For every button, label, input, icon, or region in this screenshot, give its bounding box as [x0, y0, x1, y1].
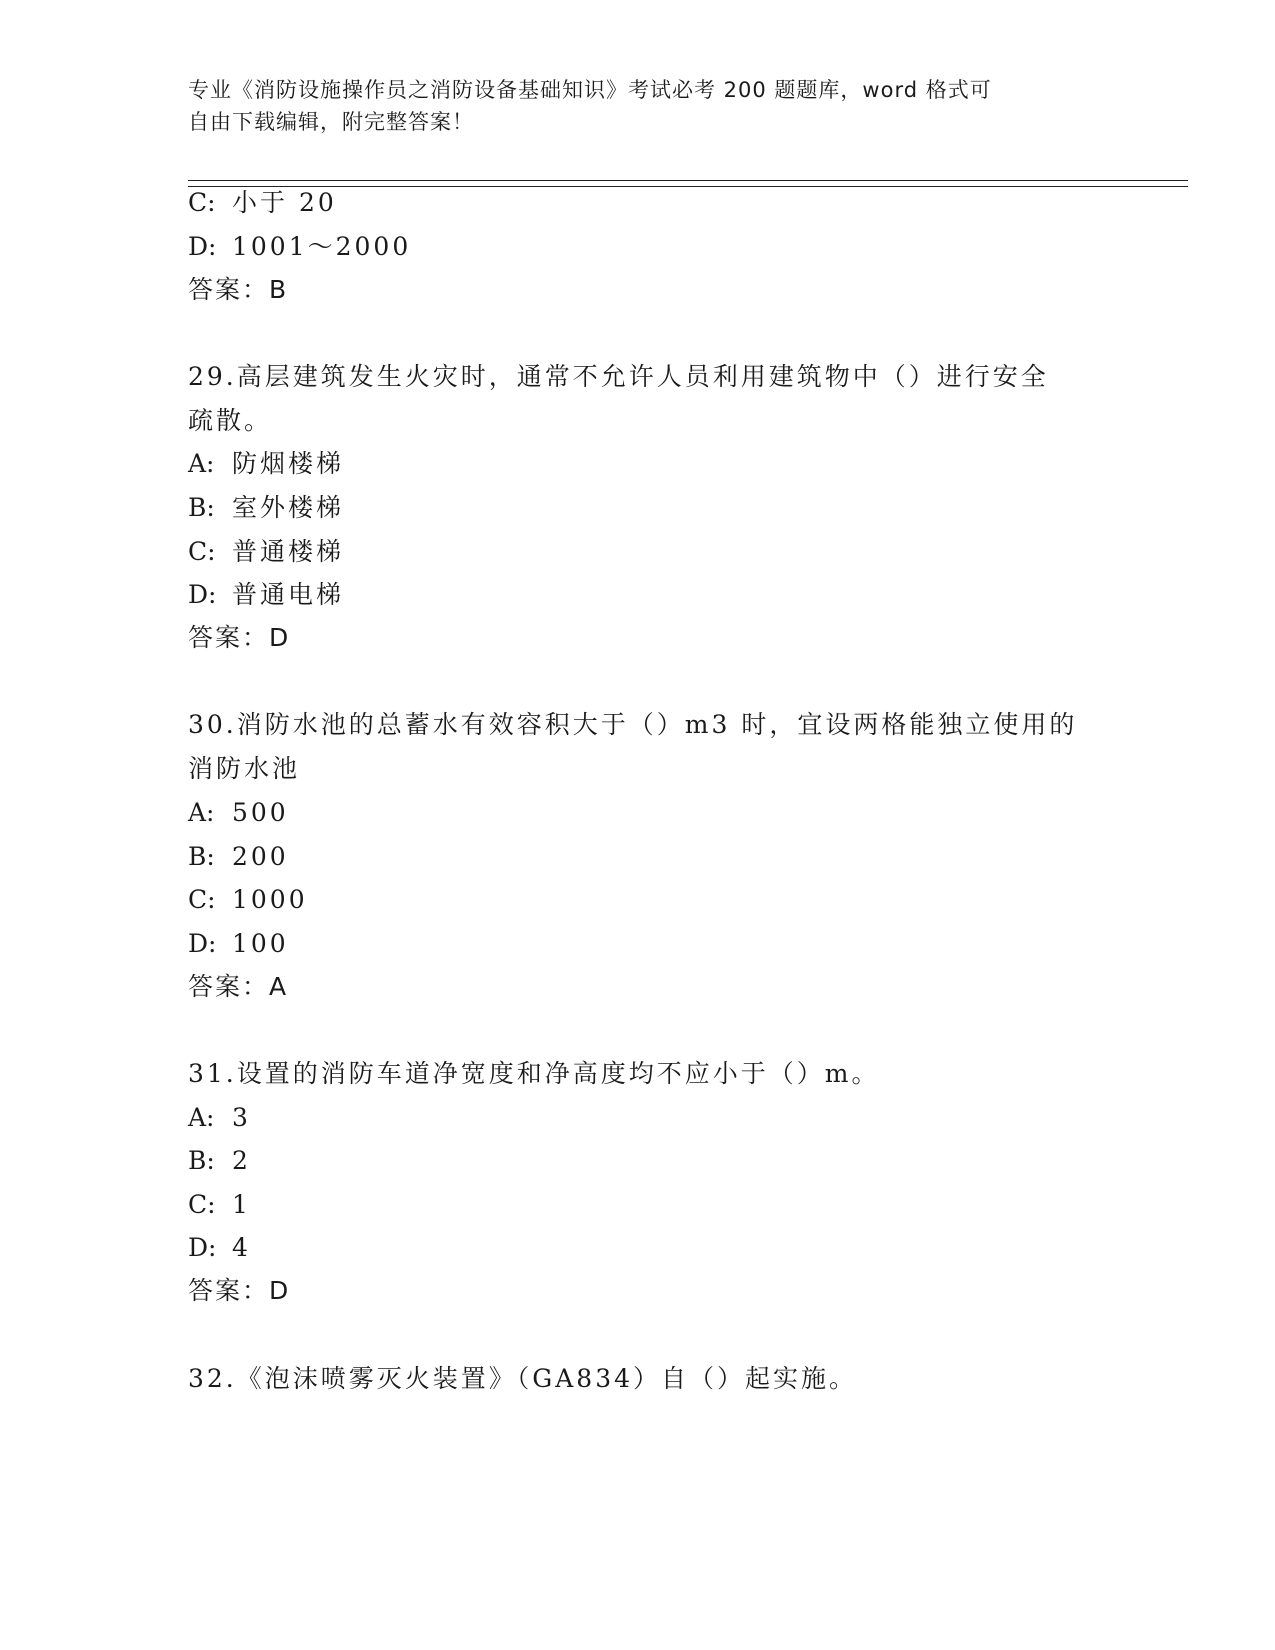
- option-a: A: 3: [188, 1103, 251, 1132]
- header-title-line-1: 专业《消防设施操作员之消防设备基础知识》考试必考 200 题题库，word 格式可: [188, 78, 992, 102]
- option-d: D: 100: [188, 929, 289, 958]
- answer-label: 答案：A: [188, 972, 289, 1001]
- option-c: C: 普通楼梯: [188, 537, 345, 566]
- answer-label: 答案：D: [188, 1276, 291, 1305]
- option-b: B: 200: [188, 842, 289, 871]
- question-29-text-line-1: 29.高层建筑发生火灾时，通常不允许人员利用建筑物中（）进行安全: [188, 362, 1049, 391]
- question-30-text-line-1: 30.消防水池的总蓄水有效容积大于（）m3 时，宜设两格能独立使用的: [188, 710, 1078, 739]
- header-title-line-2: 自由下载编辑，附完整答案！: [188, 110, 474, 134]
- document-header: [188, 74, 1088, 138]
- question-29-text-line-2: 疏散。: [188, 406, 273, 435]
- answer-label: 答案：B: [188, 275, 289, 304]
- option-d: D: 1001～2000: [188, 232, 412, 261]
- question-31-text-line-1: 31.设置的消防车道净宽度和净高度均不应小于（）m。: [188, 1059, 880, 1088]
- option-c: C: 1: [188, 1190, 251, 1219]
- option-c: C: 小于 20: [188, 188, 337, 217]
- option-b: B: 室外楼梯: [188, 493, 345, 522]
- option-b: B: 2: [188, 1146, 251, 1175]
- header-divider-bottom: [188, 186, 1188, 187]
- option-a: A: 500: [188, 798, 289, 827]
- option-d: D: 4: [188, 1233, 251, 1262]
- option-d: D: 普通电梯: [188, 580, 345, 609]
- header-divider-top: [188, 180, 1188, 181]
- option-c: C: 1000: [188, 885, 308, 914]
- question-32-text-line-1: 32.《泡沫喷雾灭火装置》（GA834）自（）起实施。: [188, 1364, 858, 1393]
- answer-label: 答案：D: [188, 623, 291, 652]
- question-30-text-line-2: 消防水池: [188, 754, 301, 783]
- option-a: A: 防烟楼梯: [188, 449, 345, 478]
